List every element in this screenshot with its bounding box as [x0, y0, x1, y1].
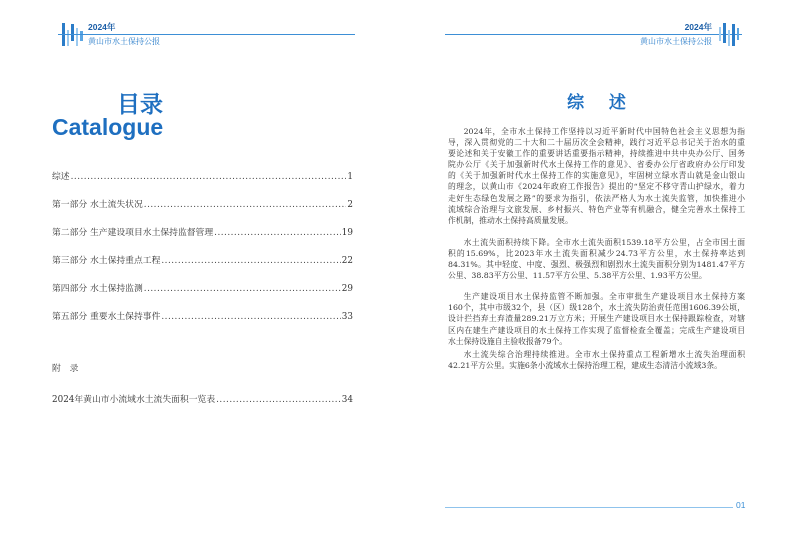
- paragraph-line: 院办公厅《关于加强新时代水土保持工作的意见》、省委办公厅省政府办公厅印发: [448, 160, 745, 170]
- appendix-list: [52, 393, 353, 421]
- header-title: 黄山市水土保持公报: [88, 37, 160, 46]
- header-year: 2024年: [684, 22, 712, 32]
- paragraph-line: 设计拦挡弃土弃渣量289.21万立方米；开展生产建设项目水土保持跟踪检查，对辖: [448, 314, 745, 324]
- toc-entry-label: 第五部分 重要水土保持事件: [52, 312, 161, 322]
- paragraph-line: 走好生态绿色发展之路”的要求为指引，依法严格人为水土流失监管，加快推进小: [448, 193, 745, 203]
- header-decoration-bar: [723, 23, 726, 43]
- footer-rule: [445, 507, 733, 508]
- paragraph: [448, 291, 745, 346]
- paragraph-line: 的理念，以黄山市《2024年政府工作报告》提出的“坚定不移守青山护绿水，着力: [448, 182, 745, 192]
- paragraph-line: 作机制，推动水土保持高质量发展。: [448, 215, 573, 225]
- paragraph: [448, 126, 745, 226]
- toc-entry-label: 第四部分 水土保持监测: [52, 284, 143, 294]
- toc-heading-en: Catalogue: [52, 114, 164, 140]
- paragraph-line: 流域综合治理与文旅发展、乡村振兴、特色产业等有机融合，健全完善水土保持工: [448, 204, 745, 214]
- section-title: 综 述: [567, 93, 626, 112]
- toc-entry-page: 1: [347, 172, 353, 182]
- toc-entry-page: 29: [341, 284, 353, 294]
- header-title: 黄山市水土保持公报: [640, 37, 712, 46]
- toc-entry-label: 第一部分 水土流失状况: [52, 200, 143, 210]
- header-rule: [58, 34, 355, 35]
- paragraph-line: 水土流失综合治理持续推进。全市水土保持重点工程新增水土流失治理面积: [463, 349, 745, 359]
- toc-heading-cn: 目录: [117, 91, 163, 117]
- header-decoration-bar: [76, 28, 78, 46]
- page-number: 01: [736, 500, 746, 510]
- appendix-entry-label: 2024年黄山市小流域水土流失面积一览表: [52, 395, 216, 405]
- paragraph-line: 水土流失面积持续下降。全市水土流失面积1539.18平方公里，占全市国土面: [463, 237, 745, 247]
- dot-leader: [161, 310, 340, 324]
- paragraph-line: 公里、38.83平方公里、11.57平方公里、5.38平方公里、1.93平方公里。: [448, 271, 707, 281]
- paragraph-line: 84.31%。其中轻度、中度、强烈、极强烈和剧烈水土流失面积分别为1481.47平方: [448, 260, 745, 270]
- appendix-heading: 附 录: [52, 364, 79, 374]
- dot-leader: [71, 170, 347, 184]
- paragraph-line: 160个，其中市级32个，县（区）级128个，水土流失防治责任范围1606.39公顷，: [448, 303, 745, 313]
- toc-entry-page: 2: [347, 200, 353, 210]
- paragraph-line: 要论述和关于安徽工作的重要讲话重要指示精神，持续推进中共中央办公厅、国务: [448, 149, 745, 159]
- paragraph: [448, 237, 745, 281]
- header-decoration-bar: [67, 30, 69, 46]
- toc-entry[interactable]: [52, 310, 353, 338]
- dot-leader: [144, 198, 347, 212]
- paragraph-line: 2024年，全市水土保持工作坚持以习近平新时代中国特色社会主义思想为指: [463, 127, 745, 136]
- toc-entry-label: 第三部分 水土保持重点工程: [52, 256, 161, 266]
- paragraph-line: 的《关于加强新时代水土保持工作的实施意见》，牢固树立绿水青山就是金山银山: [448, 171, 745, 181]
- header-decoration-bar: [728, 30, 730, 46]
- paragraph-line: 生产建设项目水土保持监管不断加强。全市审批生产建设项目水土保持方案: [463, 292, 745, 302]
- paragraph-line: 42.21平方公里。实施6条小流域水土保持治理工程，建成生态清洁小流域3条。: [448, 360, 722, 370]
- header-decoration-bar: [737, 28, 739, 40]
- dot-leader: [161, 254, 340, 268]
- header-decoration-bar: [71, 24, 74, 41]
- toc-entry[interactable]: [52, 282, 353, 310]
- header-decoration-bar: [719, 27, 721, 41]
- paragraph-line: 水土保持设施自主验收报备79个。: [448, 336, 568, 346]
- toc-entry[interactable]: [52, 226, 353, 254]
- paragraph: [448, 349, 745, 371]
- header-decoration-bar: [732, 24, 735, 46]
- toc-entry-label: 综述: [52, 172, 70, 182]
- appendix-entry-page: 34: [341, 395, 353, 405]
- body-text: [448, 126, 745, 371]
- paragraph-line: 积的15.69%，比2023年水土流失面积减少24.73平方公里，水土保持率达到: [448, 248, 745, 258]
- dot-leader: [144, 282, 341, 296]
- toc-entry-page: 33: [341, 312, 353, 322]
- toc-entry[interactable]: [52, 254, 353, 282]
- toc-entry-page: 22: [341, 256, 353, 266]
- header-rule: [445, 34, 742, 35]
- header-year: 2024年: [88, 22, 116, 32]
- toc-entry-page: 19: [341, 228, 353, 238]
- toc-entry[interactable]: [52, 198, 353, 226]
- dot-leader: [214, 226, 341, 240]
- dot-leader: [216, 393, 341, 407]
- paragraph-line: 导，深入贯彻党的二十大和二十届历次全会精神，践行习近平总书记关于治水的重: [448, 138, 745, 148]
- table-of-contents: [52, 170, 353, 338]
- header-decoration-bar: [80, 31, 83, 41]
- toc-entry-label: 第二部分 生产建设项目水土保持监督管理: [52, 228, 214, 238]
- toc-entry[interactable]: [52, 170, 353, 198]
- paragraph-line: 区内在建生产建设项目的水土保持工作实现了监督检查全覆盖；完成生产建设项目: [448, 325, 745, 335]
- appendix-entry[interactable]: [52, 393, 353, 421]
